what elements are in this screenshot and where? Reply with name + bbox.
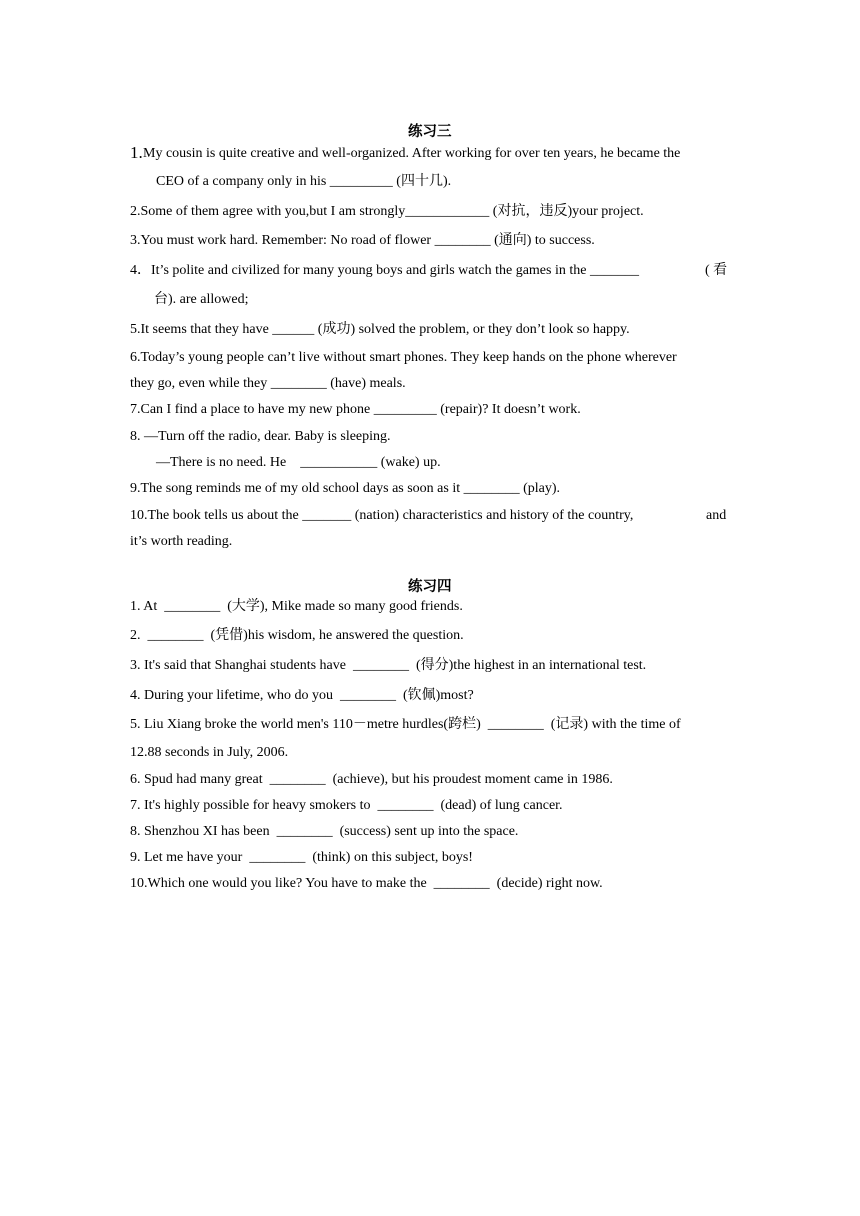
section-3-title: 练习三: [408, 124, 452, 140]
s3-q8-line1: 8. —Turn off the radio, dear. Baby is sleeping.: [130, 429, 391, 444]
s4-q1: 1. At ________ (大学), Mike made so many good friends.: [130, 599, 463, 614]
s3-q1-line1: My cousin is quite creative and well-organized. After working for over ten years, he became the: [143, 146, 681, 161]
s3-q2: 2.Some of them agree with you,but I am strongly____________ (对抗，违反)your project.: [130, 204, 644, 219]
s4-q7: 7. It's highly possible for heavy smokers to ________ (dead) of lung cancer.: [130, 798, 563, 813]
s4-q3: 3. It's said that Shanghai students have ________ (得分)the highest in an international test.: [130, 658, 647, 673]
s3-q1-number: 1.: [130, 143, 143, 162]
s4-q6: 6. Spud had many great ________ (achieve), but his proudest moment came in 1986.: [130, 772, 613, 787]
s3-q10-line2: it’s worth reading.: [130, 534, 233, 549]
s3-q6-line2: they go, even while they ________ (have) meals.: [130, 376, 406, 391]
s3-q10-line1: 10.The book tells us about the _______ (nation) characteristics and history of the country,: [130, 508, 634, 523]
s4-q9: 9. Let me have your ________ (think) on this subject, boys!: [130, 850, 473, 865]
s4-q8: 8. Shenzhou XI has been ________ (success) sent up into the space.: [130, 824, 519, 839]
s3-q6-line1: 6.Today’s young people can’t live without smart phones. They keep hands on the phone wherever: [130, 350, 677, 365]
s3-q3: 3.You must work hard. Remember: No road of flower ________ (通向) to success.: [130, 233, 595, 248]
s3-q10-line1-tail: and: [706, 508, 727, 523]
s3-q7: 7.Can I find a place to have my new phone _________ (repair)? It doesn’t work.: [130, 402, 581, 417]
s4-q2: 2. ________ (凭借)his wisdom, he answered the question.: [130, 628, 464, 643]
s3-q1-line2: CEO of a company only in his _________ (四十几).: [156, 174, 452, 189]
section-4-title: 练习四: [408, 579, 452, 595]
s4-q4: 4. During your lifetime, who do you ________ (钦佩)most?: [130, 688, 474, 703]
s3-q8-line2: —There is no need. He ___________ (wake) up.: [156, 455, 441, 470]
s4-q10: 10.Which one would you like? You have to make the ________ (decide) right now.: [130, 876, 603, 891]
s4-q5-line2: 12.88 seconds in July, 2006.: [130, 745, 289, 760]
s3-q4-line1-tail: ( 看: [705, 263, 728, 278]
s4-q5-line1: 5. Liu Xiang broke the world men's 110－metre hurdles(跨栏) ________ (记录) with the time of: [130, 717, 681, 732]
s3-q4-line2: 台). are allowed;: [154, 292, 249, 307]
s3-q9: 9.The song reminds me of my old school days as soon as it ________ (play).: [130, 481, 561, 496]
s3-q5: 5.It seems that they have ______ (成功) solved the problem, or they don’t look so happy.: [130, 322, 630, 337]
s3-q4-line1: 4．It’s polite and civilized for many young boys and girls watch the games in the _______: [130, 263, 639, 278]
